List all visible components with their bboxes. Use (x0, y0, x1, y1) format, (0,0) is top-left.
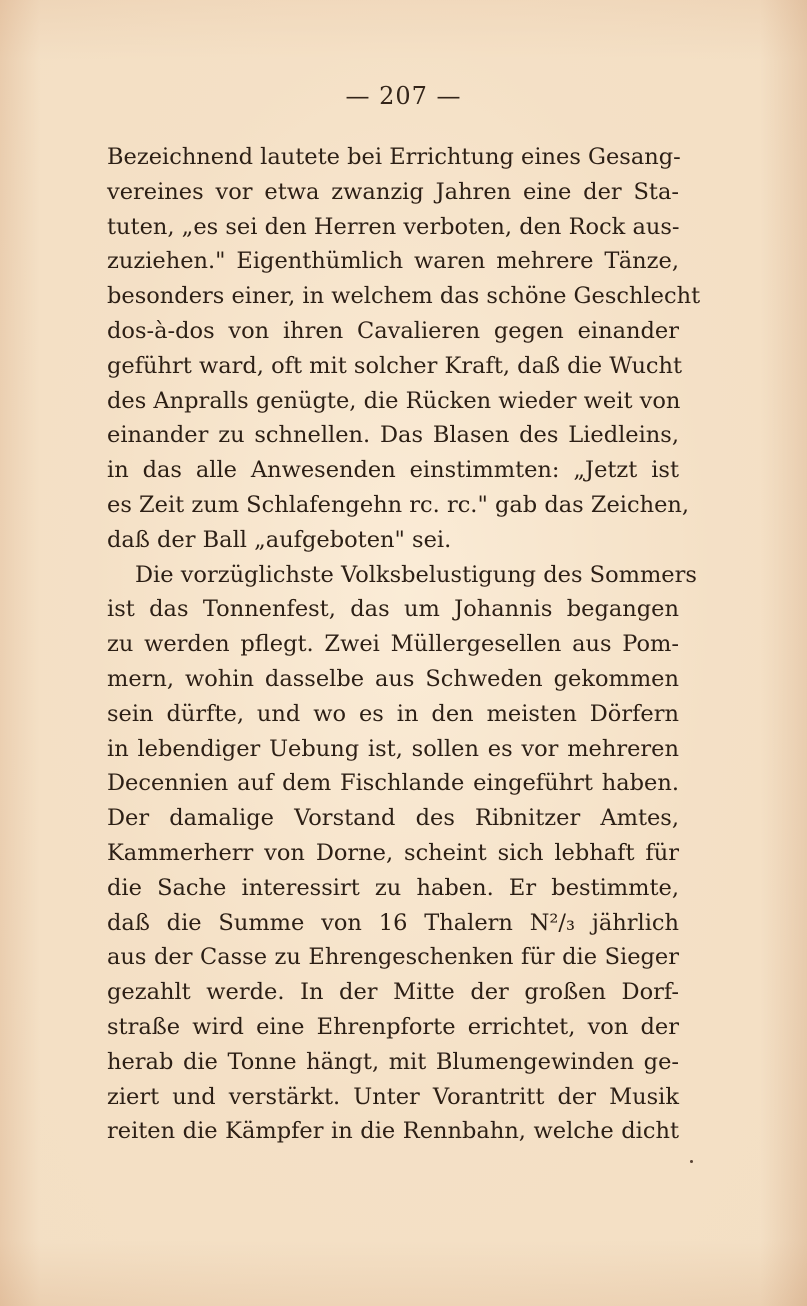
text-line: in das alle Anwesenden einstimmten: „Jetzt ist (107, 457, 679, 484)
text-line: mern, wohin dasselbe aus Schweden gekommen (107, 665, 679, 692)
text-line: vereines vor etwa zwanzig Jahren eine der Sta- (107, 178, 679, 205)
text-line: Decennien auf dem Fischlande eingeführt haben. (107, 770, 679, 797)
text-line: zuziehen." Eigenthümlich waren mehrere Tänze, (107, 248, 679, 275)
text-line: es Zeit zum Schlafengehn rc. rc." gab das Zeichen, (107, 491, 690, 518)
body-text (107, 140, 701, 1149)
text-line: ziert und verstärkt. Unter Vorantritt der Musik (107, 1083, 679, 1110)
text-line: ist das Tonnenfest, das um Johannis begangen (107, 596, 679, 623)
text-line: Der damalige Vorstand des Ribnitzer Amtes, (107, 805, 679, 832)
text-line: gezahlt werde. In der Mitte der großen Dorf- (107, 979, 679, 1006)
text-line: herab die Tonne hängt, mit Blumengewinden ge- (107, 1048, 679, 1075)
text-line: Bezeichnend lautete bei Errichtung eines Gesang- (107, 144, 681, 170)
ink-speck (690, 1160, 693, 1163)
paragraph-start-line: Die vorzüglichste Volksbelustigung des Sommers (135, 561, 697, 588)
text-line: in lebendiger Uebung ist, sollen es vor mehreren (107, 735, 679, 762)
text-line: daß der Ball „aufgeboten" sei. (107, 526, 452, 553)
text-line: besonders einer, in welchem das schöne Geschlecht (107, 283, 701, 310)
text-line: sein dürfte, und wo es in den meisten Dörfern (107, 700, 679, 727)
text-line: die Sache interessirt zu haben. Er bestimmte, (107, 874, 679, 901)
text-line: Kammerherr von Dorne, scheint sich lebhaft für (107, 839, 679, 866)
text-line: des Anpralls genügte, die Rücken wieder weit von (107, 387, 681, 414)
text-line: dos-à-dos von ihren Cavalieren gegen einander (107, 317, 679, 344)
text-line: geführt ward, oft mit solcher Kraft, daß die Wucht (107, 352, 683, 379)
text-line: einander zu schnellen. Das Blasen des Liedleins, (107, 422, 679, 449)
text-line: zu werden pflegt. Zwei Müllergesellen aus Pom- (107, 631, 679, 658)
text-line: straße wird eine Ehrenpforte errichtet, von der (107, 1013, 679, 1040)
text-line: tuten, „es sei den Herren verboten, den Rock aus- (107, 213, 680, 240)
text-line: aus der Casse zu Ehrengeschenken für die Sieger (107, 944, 679, 971)
text-line: reiten die Kämpfer in die Rennbahn, welche dicht (107, 1118, 679, 1145)
page-number: — 207 — (345, 82, 462, 110)
text-line: daß die Summe von 16 Thalern N²/₃ jährlich (107, 909, 679, 936)
